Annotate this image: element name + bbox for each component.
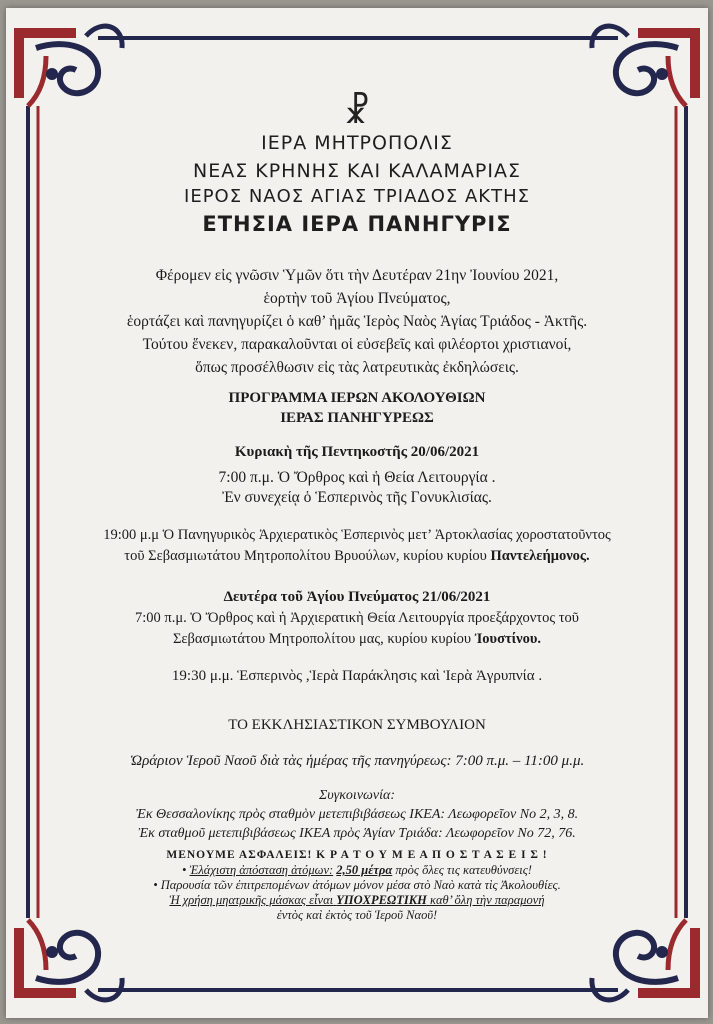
day2-line: 7:00 π.μ. Ὁ Ὄρθρος καὶ ἡ Ἀρχιερατικὴ Θεία Λειτουργία προεξάρχοντος τοῦ bbox=[135, 610, 579, 626]
day1-vespers-line: 19:00 μ.μ Ὁ Πανηγυρικὸς Ἀρχιερατικὸς Ἑσπερινὸς μετ’ Ἀρτοκλασίας χοροστατοῦντος bbox=[103, 527, 611, 543]
attendance-note: Παρουσία τῶν ἐπιτρεπομένων ἀτόμων μόνον μέσα στὸ Ναὸ κατὰ τὶς Ἀκολουθίες. bbox=[160, 878, 561, 892]
program-title bbox=[46, 388, 668, 428]
chi-rho-icon: ☧ bbox=[343, 94, 371, 131]
transport-title: Συγκοινωνία: bbox=[318, 788, 396, 803]
day2-line bbox=[46, 629, 668, 650]
corner-ornament-bottom-left bbox=[14, 920, 122, 1000]
header-line-2: ΝΕΑΣ ΚΡΗΝΗΣ ΚΑΙ ΚΑΛΑΜΑΡΙΑΣ bbox=[192, 160, 521, 182]
day1-heading: Κυριακὴ τῆς Πεντηκοστῆς 20/06/2021 bbox=[234, 444, 480, 460]
church-hours: Ὡράριον Ἱεροῦ Ναοῦ διὰ τὰς ἡμέρας τῆς πανηγύρεως: 7:00 π.μ. – 11:00 μ.μ. bbox=[129, 753, 585, 769]
intro-line: ὅπως προσέλθωσιν εἰς τὰς λατρευτικὰς ἐκδηλώσεις. bbox=[195, 359, 519, 376]
safety-bullet: • Ἐλάχιστη ἀπόσταση ἀτόμων: 2,50 μέτρα πρὸς ὅλες τις κατευθύνσεις! bbox=[182, 863, 532, 877]
poster-sheet bbox=[6, 8, 708, 1018]
intro-line: ἑορτὴν τοῦ Ἁγίου Πνεύματος, bbox=[263, 290, 451, 307]
day2-line-text: Σεβασμιωτάτου Μητροπολίτου μας, κυρίου κυρίου bbox=[172, 631, 472, 647]
mask-note-post: καθ’ ὅλη τὴν παραμονή bbox=[429, 893, 545, 907]
day1-services bbox=[46, 468, 668, 508]
intro-line: Φέρομεν εἰς γνῶσιν Ὑμῶν ὅτι τὴν Δευτέραν 21ην Ἰουνίου 2021, bbox=[155, 267, 559, 284]
council-signature: ΤΟ ΕΚΚΛΗΣΙΑΣΤΙΚΟΝ ΣΥΜΒΟΥΛΙΟΝ bbox=[228, 717, 486, 733]
mask-note-end: ἐντὸς καὶ ἐκτὸς τοῦ Ἱεροῦ Ναοῦ! bbox=[276, 908, 438, 922]
day1-line: Ἐν συνεχείᾳ ὁ Ἑσπερινὸς τῆς Γονυκλισίας. bbox=[222, 489, 492, 506]
header-line-1: ΙΕΡΑ ΜΗΤΡΟΠΟΛΙΣ bbox=[261, 132, 453, 154]
transport-info bbox=[46, 786, 668, 843]
distance-value: 2,50 μέτρα bbox=[336, 863, 393, 877]
safety-warning: ΜΕΝΟΥΜΕ ΑΣΦΑΛΕΙΣ! Κ Ρ Α Τ Ο Υ Μ Ε Α Π Ο Σ Τ Α Σ Ε Ι Σ ! bbox=[166, 849, 548, 861]
program-title-line: ΠΡΟΓΡΑΜΜΑ ΙΕΡΩΝ ΑΚΟΛΟΥΘΙΩΝ bbox=[228, 390, 486, 406]
day2-bishop-name: Ἰουστίνου. bbox=[474, 631, 542, 647]
day2-services bbox=[46, 608, 668, 650]
safety-notes bbox=[46, 848, 668, 923]
day1-vespers bbox=[46, 525, 668, 567]
corner-ornament-bottom-right bbox=[592, 920, 700, 1000]
intro-line: Τούτου ἕνεκεν, παρακαλοῦνται οἱ εὐσεβεῖς καὶ φιλέορτοι χριστιανοί, bbox=[142, 336, 572, 353]
intro-line: ἑορτάζει καὶ πανηγυρίζει ὁ καθ’ ἡμᾶς Ἱερὸς Ναὸς Ἁγίας Τριάδος - Ἀκτῆς. bbox=[126, 313, 588, 330]
header-line-3: ΙΕΡΟΣ ΝΑΟΣ ΑΓΙΑΣ ΤΡΙΑΔΟΣ ΑΚΤΗΣ bbox=[184, 186, 530, 207]
header-line-4: ΕΤΗΣΙΑ ΙΕΡΑ ΠΑΝΗΓΥΡΙΣ bbox=[202, 212, 512, 236]
day1-bishop-name: Παντελεήμονος. bbox=[490, 548, 590, 564]
day1-vespers-line bbox=[46, 546, 668, 567]
intro-paragraph bbox=[46, 264, 668, 379]
transport-line: Ἐκ Θεσσαλονίκης πρὸς σταθμὸν μετεπιβιβάσεως ΙΚΕΑ: Λεωφορεῖον Νο 2, 3, 8. bbox=[135, 807, 579, 822]
day1-line: 7:00 π.μ. Ὁ Ὄρθρος καὶ ἡ Θεία Λειτουργία . bbox=[218, 469, 496, 486]
safety-bullet: • Παρουσία τῶν ἐπιτρεπομένων ἀτόμων μόνον μέσα στὸ Ναὸ κατὰ τὶς Ἀκολουθίες. bbox=[153, 878, 561, 892]
day1-vespers-text: τοῦ Σεβασμιωτάτου Μητροπολίτου Βρυούλων, κυρίου κυρίου bbox=[124, 548, 487, 564]
mask-note bbox=[46, 893, 668, 908]
distance-rest: πρὸς ὅλες τις κατευθύνσεις! bbox=[395, 863, 532, 877]
day2-evening: 19:30 μ.μ. Ἑσπερινὸς ,Ἱερὰ Παράκλησις καὶ Ἱερὰ Ἀγρυπνία . bbox=[171, 668, 543, 684]
transport-line: Ἐκ σταθμοῦ μετεπιβιβάσεως ΙΚΕΑ πρὸς Ἁγίαν Τριάδα: Λεωφορεῖον Νο 72, 76. bbox=[138, 826, 576, 841]
mask-mandatory: ΥΠΟΧΡΕΩΤΙΚΗ bbox=[336, 893, 427, 907]
distance-label: Ἐλάχιστη ἀπόσταση ἀτόμων: bbox=[189, 863, 334, 877]
day2-heading: Δευτέρα τοῦ Ἁγίου Πνεύματος 21/06/2021 bbox=[223, 589, 491, 605]
mask-note-pre: Ἡ χρήση μηατρικῆς μάσκας εἶναι bbox=[169, 893, 334, 907]
program-title-line: ΙΕΡΑΣ ΠΑΝΗΓΥΡΕΩΣ bbox=[280, 410, 434, 426]
